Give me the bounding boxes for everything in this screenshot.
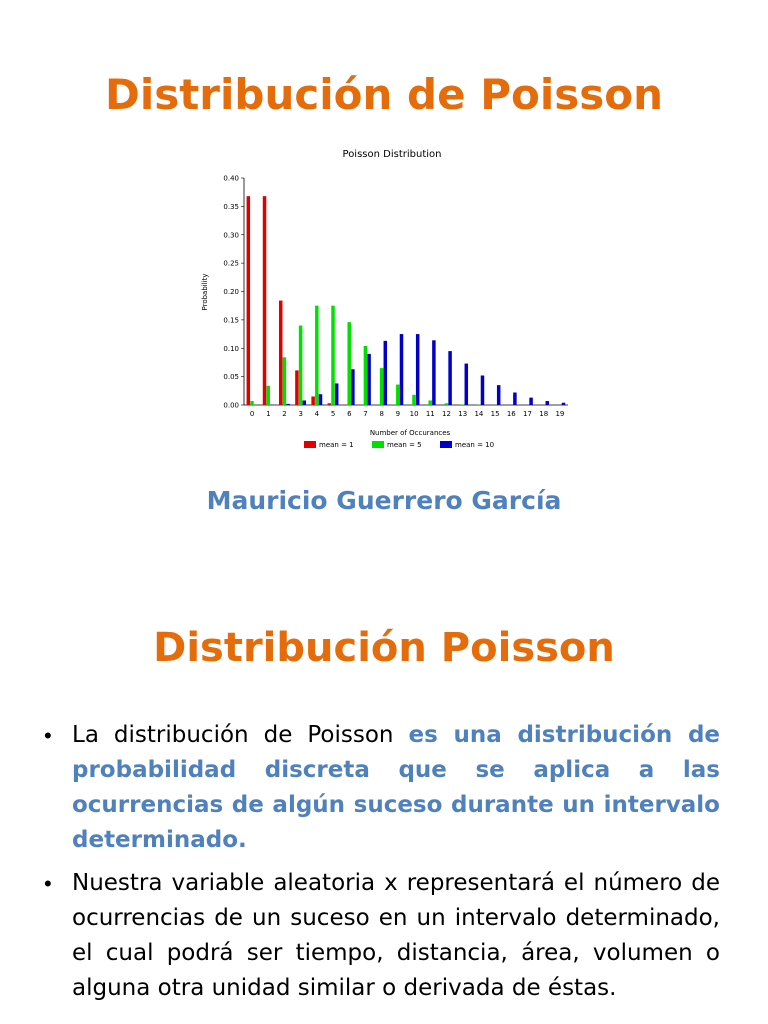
- bar: [513, 393, 516, 405]
- legend-label: mean = 10: [455, 441, 495, 449]
- list-item: [44, 866, 720, 1006]
- bar: [315, 306, 318, 405]
- bullet-icon: •: [44, 871, 52, 896]
- bar: [384, 341, 387, 405]
- legend-swatch: [440, 441, 452, 448]
- legend-swatch: [372, 441, 384, 448]
- x-tick-label: 15: [490, 410, 500, 418]
- x-tick-label: 7: [363, 410, 368, 418]
- bar: [319, 394, 322, 405]
- section-title: Distribución Poisson: [153, 625, 615, 671]
- legend-label: mean = 1: [319, 441, 354, 449]
- plot-area: [223, 175, 568, 419]
- x-tick-label: 19: [555, 410, 565, 418]
- bar: [266, 386, 269, 405]
- chart-legend: [304, 441, 494, 449]
- bar: [380, 368, 383, 405]
- bullet-list: [44, 718, 720, 1014]
- x-tick-label: 10: [409, 410, 419, 418]
- bar: [335, 383, 338, 405]
- chart-title: Poisson Distribution: [342, 149, 442, 160]
- bar: [416, 334, 419, 405]
- y-tick-label: 0.15: [223, 316, 239, 325]
- x-tick-label: 9: [395, 410, 401, 418]
- bar: [428, 400, 431, 405]
- bar: [445, 403, 448, 405]
- x-tick-label: 12: [442, 410, 451, 418]
- list-item: [44, 718, 720, 858]
- bar: [347, 322, 350, 405]
- bar: [283, 357, 286, 405]
- bar: [328, 403, 331, 405]
- bar: [432, 340, 435, 405]
- bullet-highlight-text: es una distribución de probabilidad discreta que se aplica a las ocurrencias de algún suceso durante un intervalo determinado.: [72, 722, 721, 853]
- bullet-icon: •: [44, 723, 52, 748]
- x-tick-label: 14: [474, 410, 484, 418]
- y-axis-label: Probability: [201, 273, 209, 311]
- bar: [263, 196, 266, 405]
- x-tick-label: 5: [330, 410, 336, 418]
- bar: [286, 404, 289, 405]
- slide-title: Distribución de Poisson: [104, 70, 664, 119]
- x-axis-label: Number of Occurances: [369, 429, 451, 437]
- x-tick-label: 13: [458, 410, 468, 418]
- x-tick-label: 4: [314, 410, 320, 418]
- bar: [295, 370, 298, 405]
- x-tick-label: 8: [379, 410, 384, 418]
- author-name: Mauricio Guerrero García: [206, 486, 562, 515]
- bar: [546, 401, 549, 405]
- bar: [311, 396, 314, 405]
- x-tick-label: 17: [523, 410, 532, 418]
- bullet-text: [72, 718, 720, 858]
- y-tick-label: 0.10: [223, 344, 239, 353]
- x-tick-label: 2: [282, 410, 287, 418]
- bar: [412, 395, 415, 405]
- bar: [400, 334, 403, 405]
- x-tick-label: 11: [425, 410, 435, 418]
- bullet-text: [72, 866, 720, 1006]
- bar: [465, 364, 468, 405]
- bar: [396, 385, 399, 405]
- y-tick-label: 0.30: [223, 231, 239, 240]
- y-tick-label: 0.05: [223, 373, 239, 382]
- y-tick-label: 0.20: [223, 288, 239, 296]
- bar: [247, 196, 250, 405]
- y-tick-label: 0.00: [223, 401, 239, 410]
- bar: [367, 354, 370, 405]
- x-tick-label: 6: [347, 410, 352, 418]
- bar: [250, 401, 253, 405]
- bar: [351, 369, 354, 405]
- bar: [497, 385, 500, 405]
- bullet-plain-text: Nuestra variable aleatoria x representará el número de ocurrencias de un suceso en un intervalo determinado, el cual podrá ser tiempo, distancia, área, volumen o alguna otra unidad similar o derivada de éstas.: [72, 870, 720, 1001]
- x-tick-label: 18: [539, 410, 549, 418]
- bullet-plain-text: La distribución de Poisson: [72, 722, 409, 748]
- bar: [461, 404, 464, 405]
- x-tick-label: 1: [266, 410, 271, 418]
- bar: [279, 301, 282, 405]
- bar: [364, 346, 367, 405]
- y-tick-label: 0.40: [223, 174, 239, 183]
- bar: [331, 306, 334, 405]
- x-tick-label: 0: [249, 410, 255, 418]
- x-tick-label: 16: [506, 410, 516, 418]
- bar: [562, 403, 565, 405]
- bar: [529, 398, 532, 405]
- y-tick-label: 0.25: [223, 259, 239, 268]
- poisson-chart: [192, 140, 576, 460]
- bar: [303, 400, 306, 405]
- y-tick-label: 0.35: [223, 202, 239, 211]
- bar: [448, 351, 451, 405]
- bar: [299, 326, 302, 405]
- legend-label: mean = 5: [387, 441, 422, 449]
- legend-swatch: [304, 441, 316, 448]
- x-tick-label: 3: [298, 410, 303, 418]
- bar: [481, 375, 484, 405]
